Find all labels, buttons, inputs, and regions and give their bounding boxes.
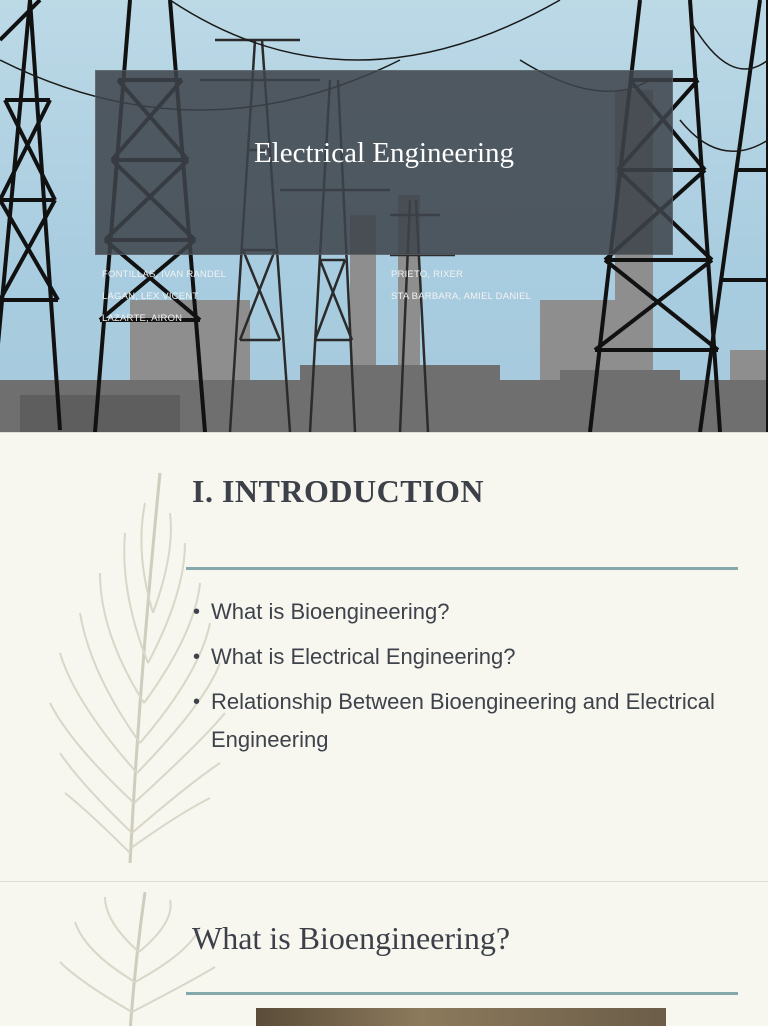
heading-divider <box>186 567 738 570</box>
list-item <box>191 683 731 759</box>
bullet-list <box>191 593 731 766</box>
list-item-text: What is Electrical Engineering? <box>211 644 516 669</box>
authors-left-column <box>102 264 226 330</box>
presentation-title: Electrical Engineering <box>253 137 515 169</box>
slide-heading: I. INTRODUCTION <box>192 473 484 509</box>
list-item <box>191 593 731 631</box>
author-name: LAGAN, LEX VICENT <box>102 291 199 302</box>
bullet-icon: • <box>193 601 201 623</box>
bullet-icon: • <box>193 646 201 668</box>
list-item-text: Relationship Between Bioengineering and Electrical Engineering <box>211 689 715 752</box>
title-box <box>95 70 673 255</box>
slide-heading: What is Bioengineering? <box>192 920 511 956</box>
list-item <box>191 638 731 676</box>
author-name: FONTILLAS, IVAN RANDEL <box>102 269 227 280</box>
bullet-icon: • <box>193 691 201 713</box>
author-name: PRIETO, RIXER <box>391 269 464 280</box>
heading-divider <box>186 992 738 995</box>
author-name: LAZARTE, AIRON <box>102 313 183 324</box>
author-name: STA BARBARA, AMIEL DANIEL <box>391 291 532 302</box>
feather-decoration-icon <box>40 892 240 1026</box>
authors-right-column <box>391 264 531 308</box>
slide-photo <box>256 1008 666 1026</box>
list-item-text: What is Bioengineering? <box>211 599 450 624</box>
introduction-slide <box>0 432 768 881</box>
title-slide <box>0 0 768 432</box>
bioengineering-slide <box>0 881 768 1026</box>
